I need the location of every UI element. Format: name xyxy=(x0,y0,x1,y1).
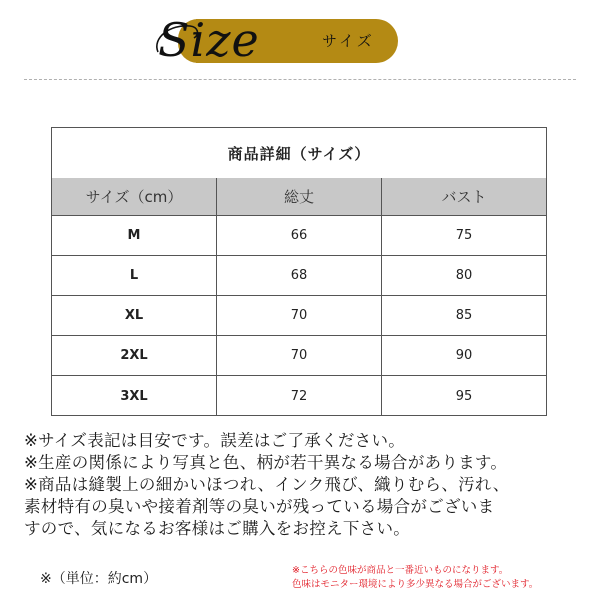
note-line: ※生産の関係により写真と色、柄が若干異なる場合があります。 xyxy=(24,453,508,472)
column-header-length: 総丈 xyxy=(217,178,382,215)
length-cell: 70 xyxy=(217,336,382,375)
size-cell: 3XL xyxy=(52,376,217,416)
bust-cell: 85 xyxy=(455,308,473,323)
color-note-line: ※こちらの色味が商品と一番近いものになります。 xyxy=(292,565,509,576)
note-line: ※商品は縫製上の細かいほつれ、インク飛び、織りむら、汚れ、 xyxy=(24,475,510,494)
bust-cell: 95 xyxy=(455,388,473,404)
length-cell: 68 xyxy=(217,256,382,295)
notes-block xyxy=(24,430,584,540)
size-subtitle: サイズ xyxy=(322,32,375,50)
column-header-size: サイズ（cm） xyxy=(52,178,217,215)
table-row xyxy=(52,336,546,376)
table-title: 商品詳細（サイズ） xyxy=(52,128,546,179)
table-grid xyxy=(52,178,546,416)
color-note-line: 色味はモニター環境により多少異なる場合がございます。 xyxy=(292,579,539,590)
size-cell: XL xyxy=(52,296,217,335)
size-cell: L xyxy=(52,256,217,295)
unit-note: ※（単位：約cm） xyxy=(40,571,158,587)
length-cell: 66 xyxy=(217,216,382,255)
size-script-title: Size xyxy=(158,13,260,67)
size-table xyxy=(51,127,547,416)
size-cell: M xyxy=(52,216,217,255)
length-cell: 70 xyxy=(217,296,382,335)
header xyxy=(0,0,600,80)
table-header-row xyxy=(52,178,546,216)
header-divider xyxy=(24,79,576,80)
table-row xyxy=(52,216,546,256)
note-line: ※サイズ表記は目安です。誤差はご了承ください。 xyxy=(24,431,406,450)
column-header-bust: バスト xyxy=(441,188,487,206)
color-notes xyxy=(292,564,592,592)
table-row xyxy=(52,376,546,416)
length-cell: 72 xyxy=(217,376,382,416)
note-line: すので、気になるお客様はご購入をお控え下さい。 xyxy=(24,519,411,538)
size-cell: 2XL xyxy=(52,336,217,375)
table-row xyxy=(52,256,546,296)
table-row xyxy=(52,296,546,336)
bust-cell: 90 xyxy=(455,348,473,363)
note-line: 素材特有の臭いや接着剤等の臭いが残っている場合がございま xyxy=(24,497,495,516)
bust-cell: 80 xyxy=(455,268,473,283)
bust-cell: 75 xyxy=(455,228,473,243)
